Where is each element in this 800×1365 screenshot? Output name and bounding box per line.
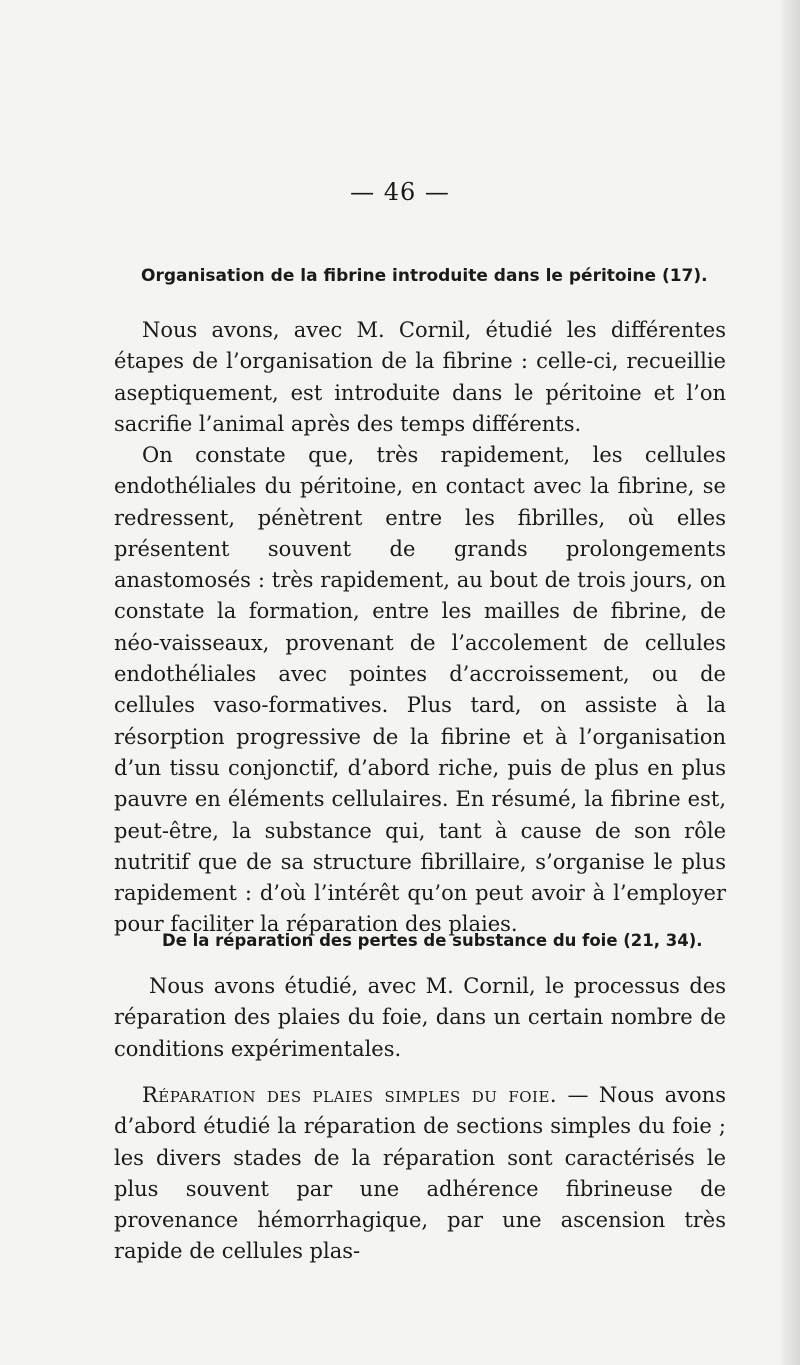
paragraph: On constate que, très rapidement, les cellules endothéliales du péritoine, en contact avec la fibrine, se redressent, pénètrent entre les fibrilles, où elles présentent souvent de grands prolongements anastomosés : très rapidement, au bout de trois jours, on constate la formation, entre les mailles de fibrine, de néo-vaisseaux, provenant de l’accolement de cellules endothéliales avec pointes d’accroissement, ou de cellules vaso-formatives. Plus tard, on assiste à la résorption progressive de la fibrine et à l’organisation d’un tissu conjonctif, d’abord riche, puis de plus en plus pauvre en éléments cellulaires. En résumé, la fibrine est, peut-être, la substance qui, tant à cause de son rôle nutritif que de sa structure fibrillaire, s’organise le plus rapidement : d’où l’intérêt qu’on peut avoir à l’employer pour faciliter la réparation des plaies. xyxy=(114,443,726,937)
paragraph: Nous avons, avec M. Cornil, étudié les différentes étapes de l’organisation de la fibrine : celle-ci, recueillie aseptiquement, est introduite dans le péritoine et l’on sacrifie l’animal après des temps différents. xyxy=(114,318,726,436)
section-heading-foie: De la réparation des pertes de substance du foie (21, 34). xyxy=(162,931,703,950)
page-number: — 46 — xyxy=(350,178,450,206)
subsection-title: Réparation des plaies simples du foie. xyxy=(142,1083,558,1107)
section-heading-fibrine: Organisation de la fibrine introduite dans le péritoine (17). xyxy=(141,266,708,286)
paragraph: Nous avons étudié, avec M. Cornil, le processus des réparation des plaies du foie, dans un certain nombre de conditions expérimentales. xyxy=(114,974,726,1061)
subsection-text: — Nous avons d’abord étudié la réparation de sections simples du foie ; les divers stades de la réparation sont caractérisés le plus souvent par une adhérence fibrineuse de provenance hémorrhagique, par une ascension très rapide de cellules plas- xyxy=(114,1083,726,1264)
paragraph-subsection xyxy=(114,1080,726,1268)
